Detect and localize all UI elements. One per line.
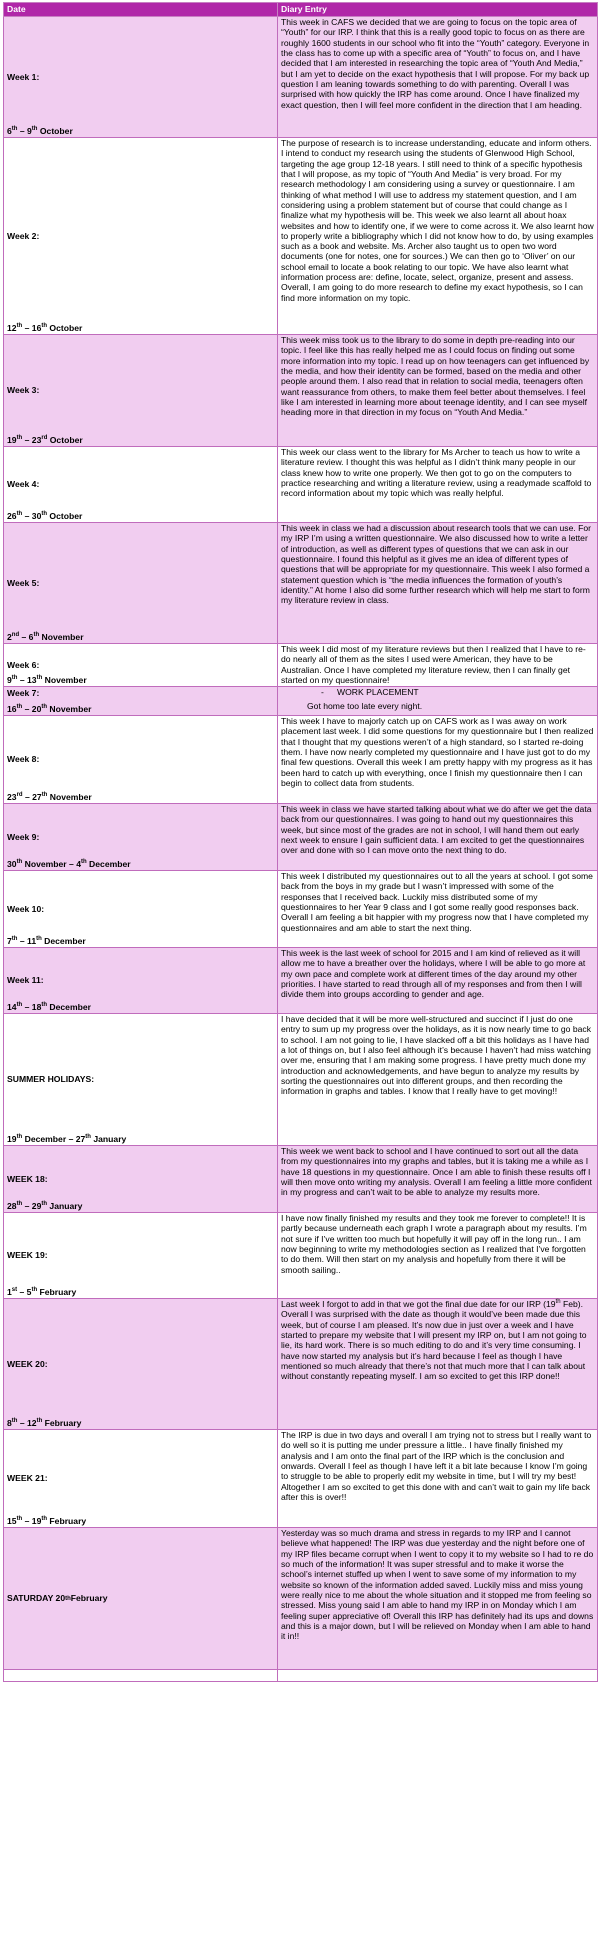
table-row [4, 523, 598, 644]
date-range: 15th – 19th February [7, 1515, 87, 1526]
date-range: 30th November – 4th December [7, 858, 131, 869]
diary-entry-column-header: Diary Entry [278, 3, 598, 17]
date-cell [4, 1213, 278, 1299]
date-range: 23rd – 27th November [7, 791, 92, 802]
week-label: WEEK 21: [7, 1473, 48, 1484]
week-label: Week 6: [7, 659, 40, 670]
table-row [4, 871, 598, 948]
week-label: Week 10: [7, 903, 45, 914]
work-placement-note: Got home too late every night. [307, 701, 423, 712]
week-label: Week 9: [7, 831, 40, 842]
date-cell [4, 1528, 278, 1670]
week-label: Week 11: [7, 975, 44, 986]
week-label: WEEK 18: [7, 1173, 48, 1184]
date-cell [4, 1014, 278, 1146]
header-row [4, 3, 598, 17]
diary-entry-text: This week miss took us to the library to do some in depth pre-reading into our topic. I feel like this has really helped me as I could focus on finding out some more information into my topic. I read up on how teenagers can get influenced by the media, and how their identity can be formed, based on the media and other people around them. I also read that in relation to social media, teenagers often want reassurance from others, to make them feel better about themselves. I feel like I am interested in learning more about teenage identity, and I can see myself heading more in that direction in my focus on “Youth And Media.” [278, 335, 598, 447]
date-cell [4, 1299, 278, 1430]
week-label: Week 8: [7, 754, 40, 765]
week-label: SUMMER HOLIDAYS: [7, 1074, 95, 1085]
week-label: Week 1: [7, 71, 40, 82]
diary-entry-text: Yesterday was so much drama and stress in regards to my IRP and I cannot believe what happened! The IRP was due yesterday and the night before one of my IRP files became corrupt when I went to copy it to my website so I had to re do so much of the information! It was super stressful and to make it worse the school’s internet stuffed up when I went to save some of my information to my website so known of the information added saved. Luckily miss and miss young were really nice to me about the whole situation and it stopped me from feeling so stressed. Miss young said I am able to hand my IRP in on Monday which I am feeling super appreciative of! Overall this IRP has definitely had its ups and downs and this is a major down, but I will be relieved on Monday when I am able to hand it in!! [278, 1528, 598, 1670]
date-cell [4, 716, 278, 804]
date-cell [4, 1430, 278, 1528]
date-range: 12th – 16th October [7, 322, 83, 333]
week-label: WEEK 19: [7, 1250, 48, 1261]
date-range: 7th – 11th December [7, 935, 86, 946]
date-cell [4, 687, 278, 716]
week-label: WEEK 20: [7, 1358, 48, 1369]
diary-entry-text: Last week I forgot to add in that we got the final due date for our IRP (19th Feb). Overall I was surprised with the date as though it would’ve been made due this week, but of course I am pleased. It’s now due in just over a week and I have started to prepare my website that I will present my IRP on, but I am not going to lie, its hard work. There is so much editing to do and it’s very time consuming. I have now started my analysis but it’s hard because I feel as though I have mentioned so much already that there’s not that much more that I can talk about without constantly repeating myself. I am so excited to get this IRP done!! [278, 1299, 598, 1430]
date-cell [4, 644, 278, 687]
date-range: 1st – 5th February [7, 1286, 77, 1297]
diary-entry-text: This week our class went to the library for Ms Archer to teach us how to write a literature review. I thought this was helpful as I didn’t think many people in our class knew how to write one properly. We then got to go on the computers to practice researching and writing a literature review, using a readymade scaffold to record information about my topic which was really helpful. [278, 447, 598, 523]
date-cell [4, 447, 278, 523]
date-range: 9th – 13th November [7, 674, 87, 685]
table-row [4, 447, 598, 523]
date-cell [4, 17, 278, 138]
table-row [4, 1213, 598, 1299]
week-label: Week 3: [7, 385, 40, 396]
date-cell [4, 871, 278, 948]
table-row [4, 1299, 598, 1430]
diary-entry-text [278, 687, 598, 716]
diary-entry-text: This week in class we had a discussion about research tools that we can use. For my IRP I’m using a written questionnaire. We also discussed how to write a letter of introduction, as well as different types of questions that we can ask in our questionnaire. I found this helpful as it gives me an idea of different types of questions that will be appropriate for my questionnaire. This week I also formed a statement question which is “the media influences the formation of youth’s identity.” At home I also did some further research which will help me start to form my literature review in class. [278, 523, 598, 644]
week-label: Week 2: [7, 230, 40, 241]
diary-entry-text: This week I distributed my questionnaires out to all the years at school. I got some back from the boys in my grade but I wasn’t impressed with some of the responses that I received back. Luckily miss distributed some of my questionnaires to her Year 9 class and I got some really good responses back. Overall I am feeling a bit happier with my progress now that I have completed my questionnaires and am able to start the next thing. [278, 871, 598, 948]
table-row [4, 644, 598, 687]
date-column-header: Date [4, 3, 278, 17]
week-label: Week 7: [7, 688, 40, 698]
empty-cell [4, 1670, 278, 1682]
table-row [4, 804, 598, 871]
diary-entry-text: The IRP is due in two days and overall I am trying not to stress but I really want to do well so it is putting me under pressure a little.. I have finally finished my analysis and I am onto the final part of the IRP which is the conclusion and onwards. Overall I feel as though I have left it a bit late because I know I’m going to struggle to be able to properly edit my website in time, but I will try my best! Altogether I am so excited to get this done with and can’t wait to gain my life back after this is over!! [278, 1430, 598, 1528]
week-label: Week 5: [7, 577, 40, 588]
diary-entry-text: This week we went back to school and I have continued to sort out all the data from my questionnaires into my graphs and tables, but it is taking me a while as I have 18 questions in my questionnaire. Once I am able to finish these results off I will then move onto writing my analysis. Overall I am feeling a little more confident in my progress and can’t wait to be able to analyze my results more. [278, 1146, 598, 1213]
date-cell [4, 804, 278, 871]
table-row [4, 138, 598, 335]
table-row [4, 1014, 598, 1146]
diary-entry-text: I have decided that it will be more well-structured and succinct if I just do one entry to sum up my progress over the holidays, as it is now nearly time to go back to school. I am not going to lie, I have slacked off a bit this holidays as I have had a lot of things on, but I also feel although it’s because I haven’t had miss watching over me, ensuring that I am making some progress. I have pretty much done my introduction and acknowledgements, and have begun to analyze my results by sorting the questionnaires out into different groups, and then recording the information in graphs and tables. I know that I really have to get moving!! [278, 1014, 598, 1146]
table-row [4, 948, 598, 1014]
date-range: 8th – 12th February [7, 1417, 82, 1428]
diary-table [3, 2, 598, 1682]
table-row [4, 1528, 598, 1670]
date-range: 28th – 29th January [7, 1200, 83, 1211]
date-cell [4, 335, 278, 447]
diary-entry-text: This week I did most of my literature reviews but then I realized that I have to re-do nearly all of them as the sites I used were American, they have to be Australian. Once I have completed my literature review, then I can finally get started on my questionnaire! [278, 644, 598, 687]
date-cell [4, 1146, 278, 1213]
diary-entry-text: This week in CAFS we decided that we are going to focus on the topic area of “Youth” for our IRP. I think that this is a really good topic to focus on as there are roughly 1600 students in our school who fit into the “Youth” category. Everyone in the class has to come up with a specific area of “Youth” to focus on, and I have decided that I am interested in researching the topic area of “Youth And Media,” but I am yet to decide on the exact hypothesis that I will propose. For my back up question I am leaning towards something to do with parenting. Overall I was surprised with how quickly the IRP has come around. Once I have finalized my exact question, then I will feel more confident in the direction that I am heading. [278, 17, 598, 138]
table-row [4, 335, 598, 447]
diary-entry-text: This week is the last week of school for 2015 and I am kind of relieved as it will allow me to have a breather over the holidays, where I will be able to go more at my own pace and complete work at different times of the day around my other priorities. I have started to read through all of my responses and from then I will divide them into groups according to gender and age. [278, 948, 598, 1014]
diary-entry-text: This week in class we have started talking about what we do after we get the data back from our questionnaires. I was going to hand out my questionnaires this week, but since most of the grades are not in school, I will hand them out early next week to ensure I gain sufficient data. I am excited to get the questionnaires over and done with so I can move onto the next thing to do. [278, 804, 598, 871]
date-range: 2nd – 6th November [7, 631, 84, 642]
empty-row [4, 1670, 598, 1682]
date-range: 26th – 30th October [7, 510, 83, 521]
diary-entry-text: I have now finally finished my results and they took me forever to complete!! It is partly because underneath each graph I wrote a paragraph about my results. I’m not sure if I’ve written too much but hopefully it will pay off in the long run.. I am now beginning to write my methodologies section as I realized that I’ve forgotten to do them. Will then start on my analysis and hopefully from there it will be smooth sailing.. [278, 1213, 598, 1299]
table-row [4, 1430, 598, 1528]
empty-cell [278, 1670, 598, 1682]
date-cell [4, 948, 278, 1014]
work-placement-line: - WORK PLACEMENT [321, 687, 419, 697]
date-range: 16th – 20th November [7, 703, 92, 714]
table-row [4, 17, 598, 138]
table-row [4, 716, 598, 804]
table-row [4, 1146, 598, 1213]
week-label: Week 4: [7, 479, 40, 490]
week-label: SATURDAY 20 th February [7, 1593, 108, 1604]
diary-entry-text: The purpose of research is to increase understanding, educate and inform others. I intend to conduct my research using the students of Glenwood High School, targeting the age group 12-18 years. I still need to think of a specific hypothesis that I will propose, as my topic of “Youth And Media” is very broad. For my research methodology I am considering using a survey or questionnaire. I am thinking of what method I will use to address my statement question, and I am considering using a problem statement but of course that could change as I finalize what my hypothesis will be. This week we also learnt all about hoax websites and how to identify one, if we were to come across it. We also learnt how to properly write a bibliography which I did not know how to do, by using examples such as a book and website. Ms. Archer also taught us to open two word documents (one for notes, one for sources.) We can then go to ‘Oliver’ on our school email to locate a book relating to our topic. We have also learnt what information process are: define, locate, select, organize, present and assess. Overall, I am going to do more research to define my exact hypothesis, so I can find more information on my topic. [278, 138, 598, 335]
date-range: 6th – 9th October [7, 125, 73, 136]
date-range: 14th – 18th December [7, 1001, 91, 1012]
diary-entry-text: This week I have to majorly catch up on CAFS work as I was away on work placement last week. I did some questions for my questionnaire but I then realized that I thought that my questions weren’t of a high standard, so I started re-doing them. I have now nearly completed my questionnaire and I have just got to do my final few questions. Overall this week I am pretty happy with my progress as it has been hard to catch up with everything, once I finish my questionnaire then I can begin to collect data from students. [278, 716, 598, 804]
date-range: 19th December – 27th January [7, 1133, 127, 1144]
date-range: 19th – 23rd October [7, 434, 83, 445]
date-cell [4, 138, 278, 335]
table-row [4, 687, 598, 716]
date-cell [4, 523, 278, 644]
